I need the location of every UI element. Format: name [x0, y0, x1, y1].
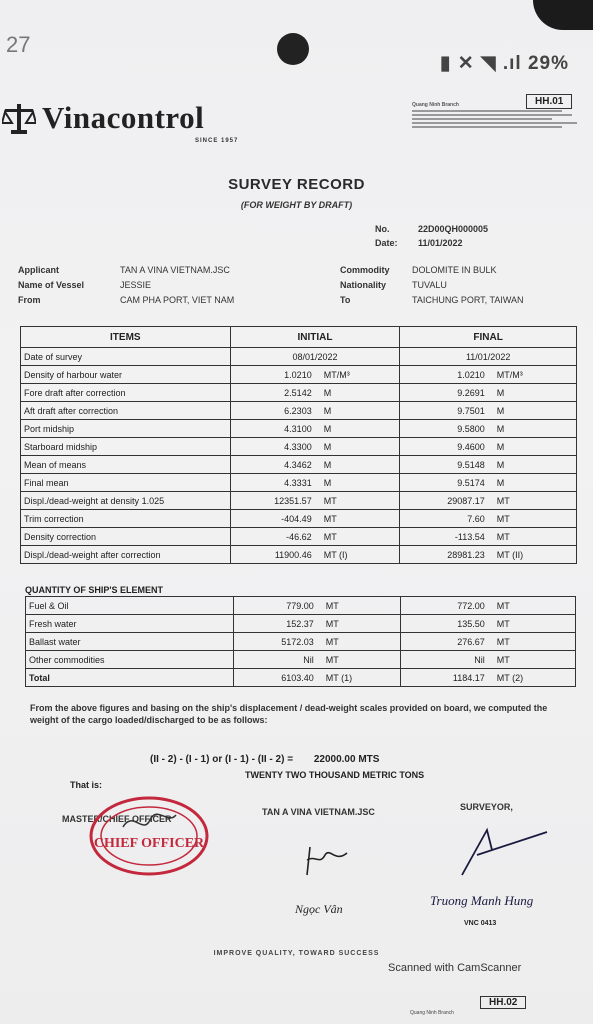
- initial-value: 5172.03: [281, 636, 314, 647]
- final-cell: [400, 402, 577, 420]
- initial-unit: MT/M³: [323, 369, 350, 380]
- survey-row: [21, 546, 577, 564]
- final-cell: [400, 456, 577, 474]
- document-subtitle: (FOR WEIGHT BY DRAFT): [240, 200, 353, 210]
- applicant-label: Applicant: [18, 265, 60, 275]
- final-value: 7.60: [467, 513, 485, 524]
- from-value: CAM PHA PORT, VIET NAM: [120, 295, 235, 305]
- survey-header-row: [21, 327, 577, 348]
- initial-unit: MT: [323, 513, 337, 524]
- nationality-label: Nationality: [340, 280, 387, 290]
- final-unit: MT: [496, 513, 510, 524]
- conclusion-paragraph: From the above figures and basing on the ship's displacement / dead-weight scales provided on board, we computed the weight of the cargo loaded/discharged to be as follows:: [30, 703, 548, 725]
- applicant-value: TAN A VINA VIETNAM.JSC: [120, 265, 230, 275]
- initial-unit: M: [323, 387, 332, 398]
- final-unit: M: [496, 459, 505, 470]
- final-unit: MT: [496, 600, 510, 611]
- item-label: Ballast water: [26, 633, 234, 651]
- item-label: Total: [26, 669, 234, 687]
- initial-unit: M: [323, 423, 332, 434]
- initial-unit: MT: [323, 495, 337, 506]
- initial-value: 152.37: [286, 618, 314, 629]
- final-unit: MT: [496, 495, 510, 506]
- final-cell: [401, 597, 576, 615]
- final-cell: [400, 384, 577, 402]
- final-value: 9.4600: [457, 441, 485, 452]
- survey-row: [21, 366, 577, 384]
- form-code-top: HH.01: [526, 94, 572, 109]
- surveyor-code: VNC 0413: [464, 920, 497, 927]
- final-value: -113.54: [454, 531, 485, 542]
- final-value: 9.7501: [457, 405, 485, 416]
- camera-cutout: [277, 33, 309, 65]
- survey-row: [21, 528, 577, 546]
- initial-cell: [230, 456, 400, 474]
- no-value: 22D00QH000005: [418, 224, 489, 234]
- from-label: From: [18, 295, 41, 305]
- final-unit: M: [496, 423, 505, 434]
- item-label: Displ./dead-weight after correction: [21, 546, 231, 564]
- final-cell: [401, 669, 576, 687]
- item-label: Displ./dead-weight at density 1.025: [21, 492, 231, 510]
- logo-since: SINCE 1957: [195, 138, 239, 144]
- status-bar: [440, 52, 569, 75]
- to-value: TAICHUNG PORT, TAIWAN: [412, 295, 524, 305]
- final-unit: MT: [496, 531, 510, 542]
- footer-motto: IMPROVE QUALITY, TOWARD SUCCESS: [213, 950, 380, 957]
- initial-unit: MT (I): [323, 549, 348, 560]
- final-cell: [401, 633, 576, 651]
- quantity-row: [26, 633, 576, 651]
- surveyor-name: Truong Manh Hung: [430, 893, 534, 908]
- survey-row: [21, 510, 577, 528]
- formula-result: 22000.00 MTS: [313, 754, 380, 765]
- final-cell: [401, 651, 576, 669]
- initial-value: 6103.40: [281, 672, 314, 683]
- quantity-row: [26, 669, 576, 687]
- final-cell: [400, 438, 577, 456]
- initial-value: 1.0210: [284, 369, 312, 380]
- initial-value: 6.2303: [284, 405, 312, 416]
- survey-row: [21, 348, 577, 366]
- initial-cell: [230, 384, 400, 402]
- initial-unit: M: [323, 441, 332, 452]
- chief-officer-stamp: [88, 795, 210, 877]
- final-value: 276.67: [457, 636, 485, 647]
- final-unit: MT: [496, 618, 510, 629]
- initial-value: 11900.46: [274, 549, 312, 560]
- initial-unit: MT: [325, 618, 339, 629]
- header-final: FINAL: [400, 327, 577, 348]
- initial-cell: [233, 633, 401, 651]
- scanned-note: Scanned with CamScanner: [388, 962, 522, 974]
- item-label: Fore draft after correction: [21, 384, 231, 402]
- formula-expression: (II - 2) - (I - 1) or (I - 1) - (II - 2) =: [150, 754, 294, 765]
- initial-unit: M: [323, 477, 332, 488]
- date-label: Date:: [375, 238, 398, 248]
- item-label: Port midship: [21, 420, 231, 438]
- survey-table: [20, 326, 577, 564]
- initial-cell: [230, 348, 400, 366]
- page-number: 27: [6, 32, 31, 57]
- initial-unit: M: [323, 459, 332, 470]
- final-value: 1.0210: [457, 369, 485, 380]
- logo-text: Vinacontrol: [42, 100, 205, 135]
- final-unit: MT (II): [496, 549, 524, 560]
- item-label: Other commodities: [26, 651, 234, 669]
- no-label: No.: [375, 224, 390, 234]
- item-label: Fuel & Oil: [26, 597, 234, 615]
- initial-unit: MT: [325, 600, 339, 611]
- quantity-row: [26, 651, 576, 669]
- that-is-label: That is:: [70, 780, 103, 790]
- initial-cell: [230, 402, 400, 420]
- final-unit: MT: [496, 654, 510, 665]
- master-label: MASTER/CHIEF OFFICER: [62, 814, 172, 824]
- item-label: Starboard midship: [21, 438, 231, 456]
- initial-value: -46.62: [286, 531, 312, 542]
- initial-unit: M: [323, 405, 332, 416]
- applicant-signature: [295, 835, 365, 925]
- final-value: 135.50: [457, 618, 485, 629]
- vessel-value: JESSIE: [120, 280, 152, 290]
- survey-row: [21, 402, 577, 420]
- initial-unit: MT: [325, 636, 339, 647]
- initial-cell: [230, 528, 400, 546]
- document-title: SURVEY RECORD: [228, 176, 365, 193]
- final-cell: [400, 546, 577, 564]
- initial-cell: [230, 492, 400, 510]
- item-label: Fresh water: [26, 615, 234, 633]
- survey-row: [21, 492, 577, 510]
- formula: [150, 754, 379, 765]
- applicant-sign-label: TAN A VINA VIETNAM.JSC: [262, 807, 375, 817]
- final-value: 9.5148: [457, 459, 485, 470]
- final-value: 29087.17: [447, 495, 485, 506]
- final-cell: [400, 528, 577, 546]
- final-unit: MT: [496, 636, 510, 647]
- battery-text: 29%: [527, 53, 569, 74]
- to-label: To: [340, 295, 351, 305]
- final-unit: MT (2): [496, 672, 524, 683]
- stamp-text: CHIEF OFFICER: [93, 836, 205, 851]
- initial-value: 4.3462: [284, 459, 312, 470]
- quantity-row: [26, 615, 576, 633]
- header-initial: INITIAL: [230, 327, 400, 348]
- footer-branch: Quang Ninh Branch: [410, 1010, 454, 1016]
- initial-value: 2.5142: [284, 387, 312, 398]
- commodity-label: Commodity: [340, 265, 390, 275]
- applicant-signed-name: Ngọc Vân: [295, 902, 343, 916]
- initial-value: 4.3100: [284, 423, 312, 434]
- final-unit: MT/M³: [496, 369, 523, 380]
- final-value: 28981.23: [447, 549, 485, 560]
- commodity-value: DOLOMITE IN BULK: [412, 265, 497, 275]
- final-unit: M: [496, 441, 505, 452]
- final-cell: [400, 474, 577, 492]
- branch-name: Quang Ninh Branch: [412, 102, 459, 108]
- initial-unit: MT: [323, 531, 337, 542]
- final-value: 9.5800: [457, 423, 485, 434]
- nationality-value: TUVALU: [412, 280, 447, 290]
- scales-logo-icon: [2, 101, 36, 135]
- survey-row: [21, 438, 577, 456]
- final-cell: [401, 615, 576, 633]
- initial-value: 12351.57: [274, 495, 312, 506]
- initial-value: -404.49: [281, 513, 312, 524]
- initial-value: 4.3331: [284, 477, 312, 488]
- item-label: Trim correction: [21, 510, 231, 528]
- initial-unit: MT (1): [325, 672, 353, 683]
- survey-row: [21, 384, 577, 402]
- final-value: 9.5174: [457, 477, 485, 488]
- final-cell: [400, 420, 577, 438]
- initial-cell: [233, 615, 401, 633]
- final-value: 11/01/2022: [465, 351, 511, 362]
- initial-cell: [230, 474, 400, 492]
- vessel-label: Name of Vessel: [18, 280, 85, 290]
- initial-value: 779.00: [286, 600, 314, 611]
- final-cell: [400, 348, 577, 366]
- item-label: Density of harbour water: [21, 366, 231, 384]
- surveyor-label: SURVEYOR,: [460, 802, 513, 812]
- header-items: ITEMS: [21, 327, 231, 348]
- initial-cell: [230, 366, 400, 384]
- item-label: Mean of means: [21, 456, 231, 474]
- signal-icon: ▮ ✕ ◥ .ıl: [440, 53, 528, 74]
- initial-value: Nil: [303, 654, 314, 665]
- initial-value: 08/01/2022: [292, 351, 338, 362]
- final-value: Nil: [474, 654, 485, 665]
- initial-cell: [230, 510, 400, 528]
- initial-unit: MT: [325, 654, 339, 665]
- final-unit: M: [496, 405, 505, 416]
- final-value: 9.2691: [457, 387, 485, 398]
- survey-row: [21, 420, 577, 438]
- surveyor-signature: [452, 820, 552, 880]
- quantity-title: QUANTITY OF SHIP'S ELEMENT: [25, 585, 163, 595]
- final-cell: [400, 366, 577, 384]
- form-code-bottom: HH.02: [480, 996, 526, 1009]
- final-value: 1184.17: [452, 672, 485, 683]
- survey-row: [21, 474, 577, 492]
- result-in-words: TWENTY TWO THOUSAND METRIC TONS: [245, 770, 425, 780]
- final-cell: [400, 510, 577, 528]
- initial-cell: [233, 651, 401, 669]
- final-cell: [400, 492, 577, 510]
- item-label: Density correction: [21, 528, 231, 546]
- item-label: Aft draft after correction: [21, 402, 231, 420]
- final-unit: M: [496, 477, 505, 488]
- initial-cell: [230, 546, 400, 564]
- quantity-row: [26, 597, 576, 615]
- initial-cell: [230, 420, 400, 438]
- initial-cell: [233, 669, 401, 687]
- vinacontrol-logo: [2, 100, 204, 136]
- date-value: 11/01/2022: [418, 238, 463, 248]
- item-label: Final mean: [21, 474, 231, 492]
- quantity-table: [25, 596, 576, 687]
- initial-cell: [233, 597, 401, 615]
- final-value: 772.00: [457, 600, 485, 611]
- initial-cell: [230, 438, 400, 456]
- survey-row: [21, 456, 577, 474]
- initial-value: 4.3300: [284, 441, 312, 452]
- item-label: Date of survey: [21, 348, 231, 366]
- final-unit: M: [496, 387, 505, 398]
